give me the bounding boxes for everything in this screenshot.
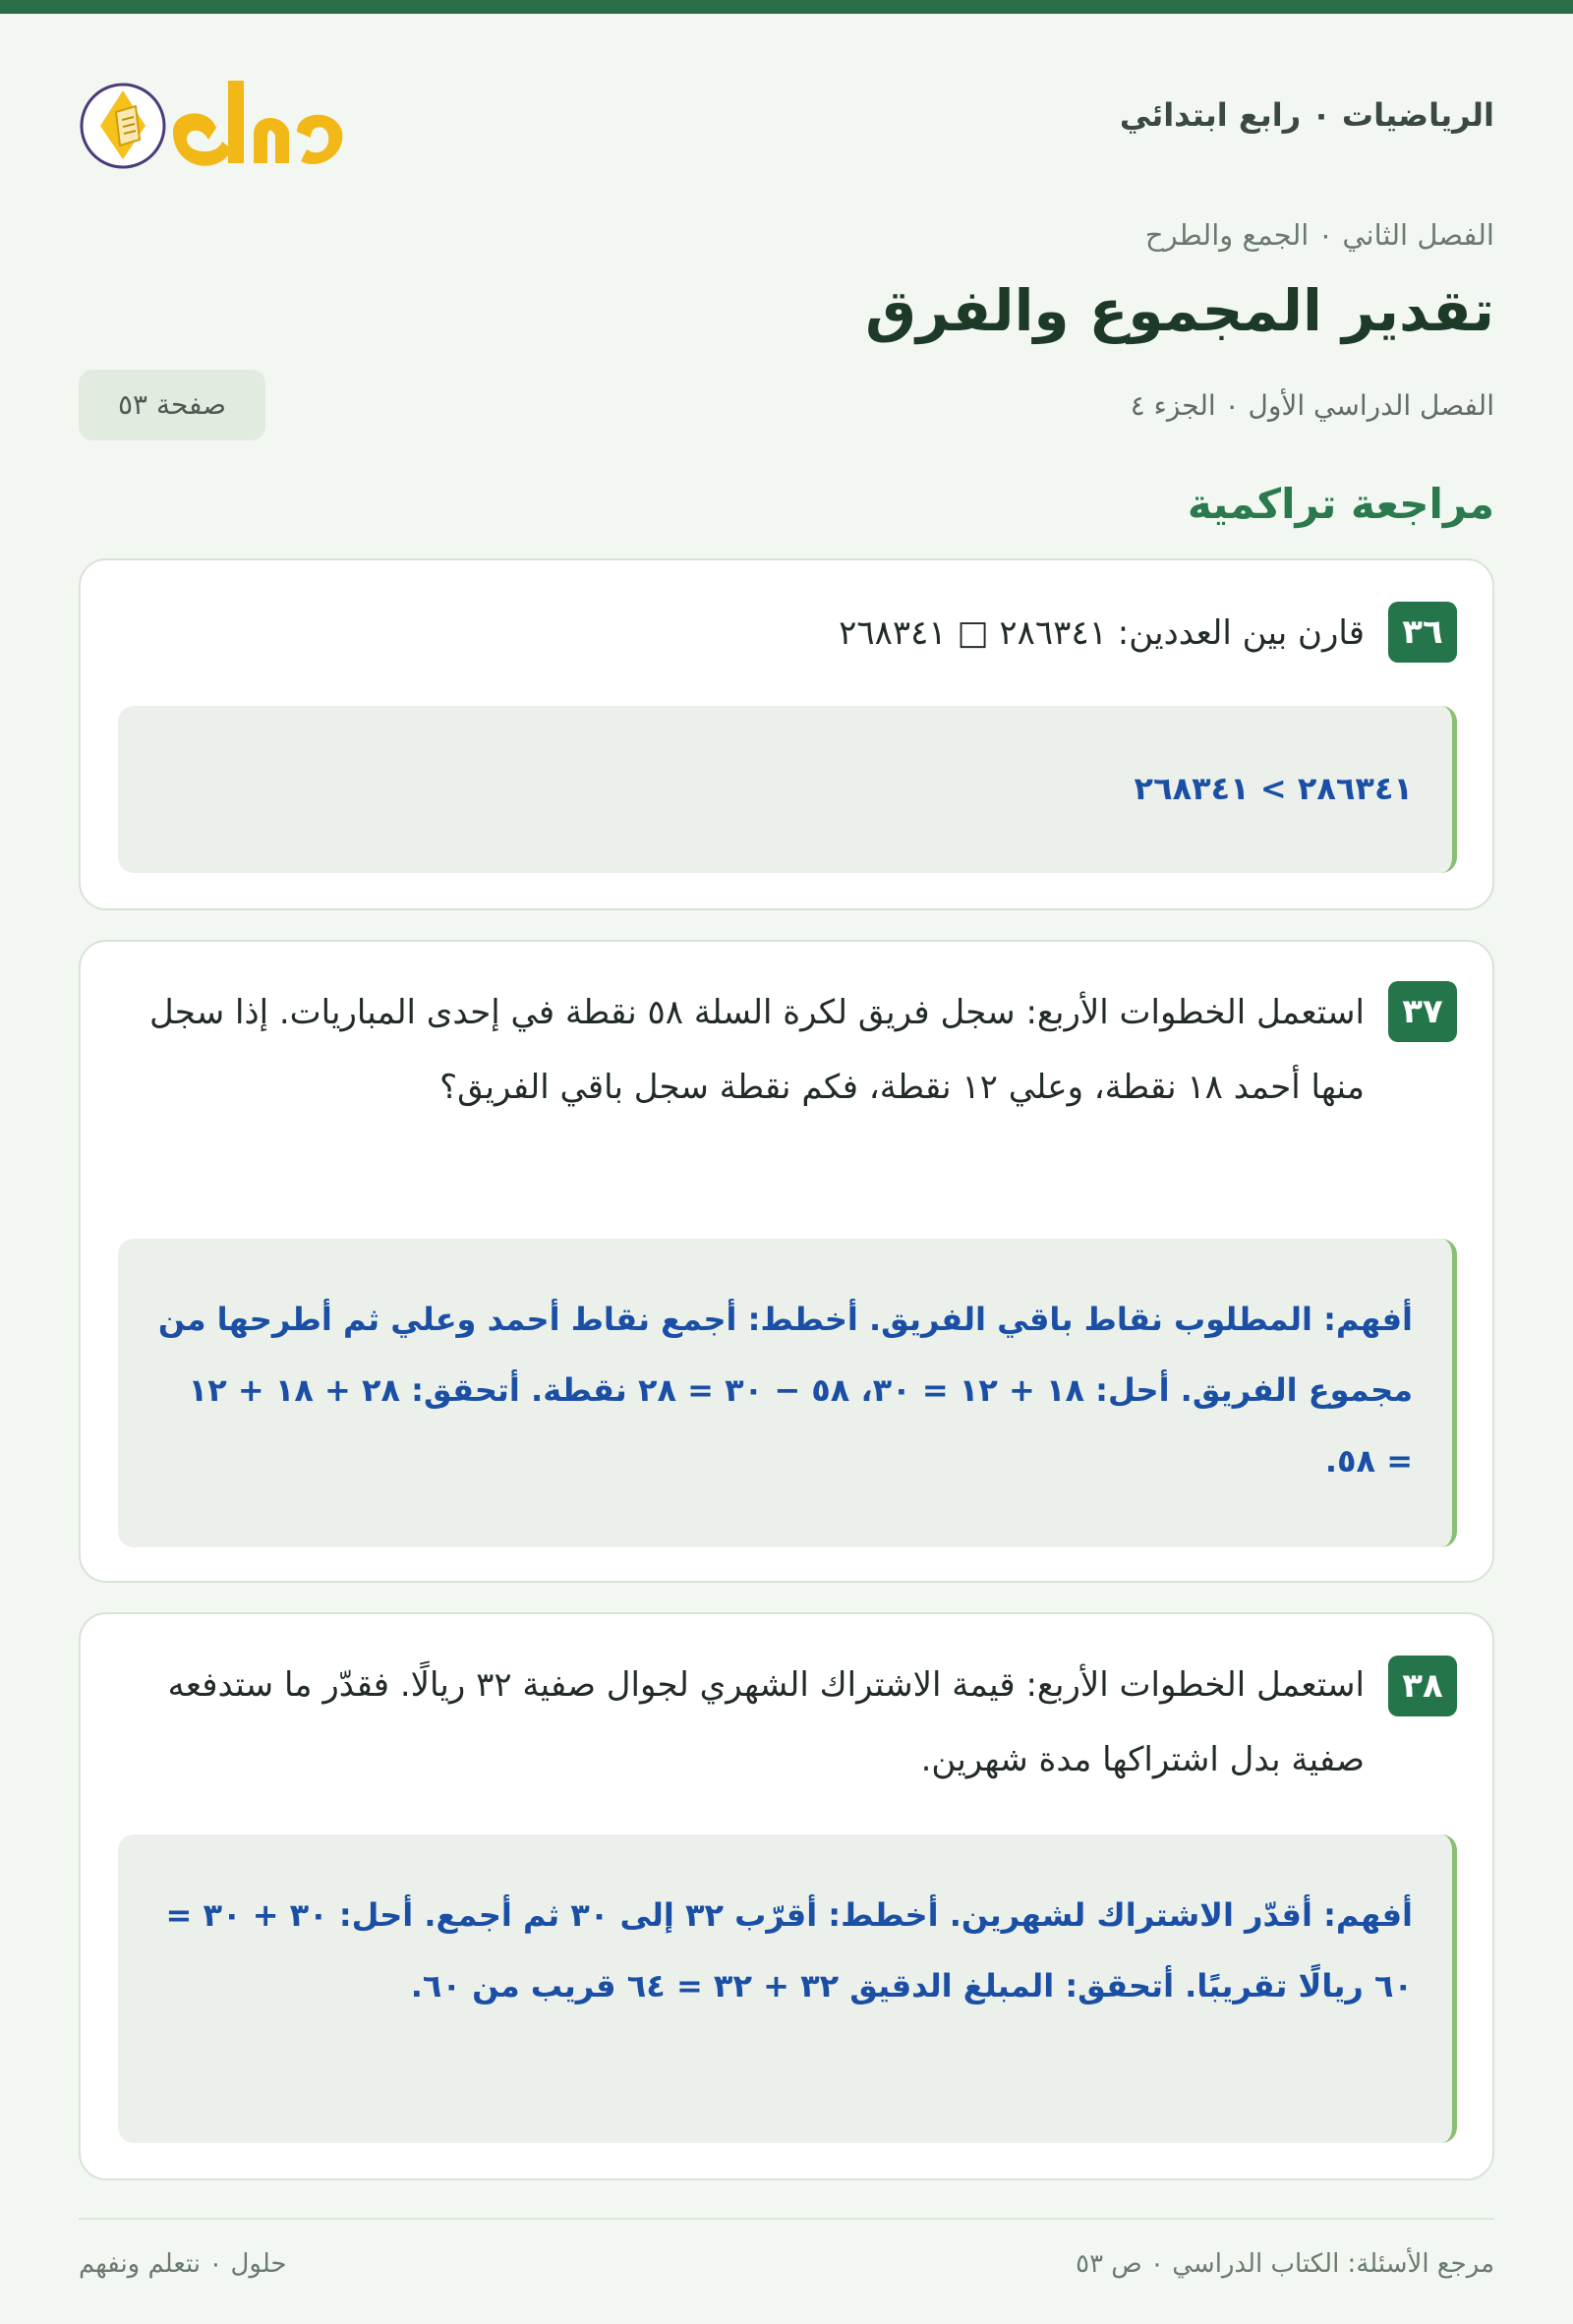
question-card-37	[79, 940, 1494, 1583]
section-heading: مراجعة تراكمية	[1187, 480, 1494, 528]
answer-text: ٢٨٦٣٤١ > ٢٦٨٣٤١	[1134, 770, 1413, 807]
question-card-36	[79, 558, 1494, 910]
question-number: ٣٨	[1388, 1656, 1457, 1716]
answer-box	[118, 1834, 1457, 2143]
question-text: استعمل الخطوات الأربع: قيمة الاشتراك الشهري لجوال صفية ٣٢ ريالًا. فقدّر ما ستدفعه صفية بدل اشتراكها مدة شهرين.	[167, 1665, 1365, 1779]
hulool-logo[interactable]	[79, 63, 364, 181]
answer-box	[118, 706, 1457, 873]
semester-label: الفصل الدراسي الأول ٠ الجزء ٤	[1130, 389, 1494, 422]
breadcrumb: الفصل الثاني ٠ الجمع والطرح	[1144, 218, 1494, 252]
footer-tagline: حلول ٠ نتعلم ونفهم	[79, 2249, 287, 2279]
page-number-badge: صفحة ٥٣	[79, 370, 265, 440]
page-title: تقدير المجموع والفرق	[865, 277, 1494, 344]
question-text: استعمل الخطوات الأربع: سجل فريق لكرة السلة ٥٨ نقطة في إحدى المباريات. إذا سجل منها أحمد ١٨ نقطة، وعلي ١٢ نقطة، فكم نقطة سجل باقي الفريق؟	[149, 993, 1365, 1107]
question-card-38	[79, 1612, 1494, 2180]
header	[79, 63, 1494, 191]
answer-box	[118, 1239, 1457, 1547]
question-number: ٣٦	[1388, 602, 1457, 663]
page	[79, 0, 1494, 2324]
answer-text: أفهم: أقدّر الاشتراك لشهرين. أخطط: أقرّب ٣٢ إلى ٣٠ ثم أجمع. أحل: ٣٠ + ٣٠ = ٦٠ ريالًا تقريبًا. أتحقق: المبلغ الدقيق ٣٢ + ٣٢ = ٦٤ قريب من ٦٠.	[165, 1896, 1413, 2004]
question-text: قارن بين العددين: ٢٨٦٣٤١ □ ٢٦٨٣٤١	[839, 613, 1365, 653]
footer-reference: مرجع الأسئلة: الكتاب الدراسي ٠ ص ٥٣	[1076, 2249, 1494, 2279]
answer-text: أفهم: المطلوب نقاط باقي الفريق. أخطط: أجمع نقاط أحمد وعلي ثم أطرحها من مجموع الفريق. أحل: ١٨ + ١٢ = ٣٠، ٥٨ − ٣٠ = ٢٨ نقطة. أتحقق: ٢٨ + ١٨ + ١٢ = ٥٨.	[157, 1301, 1413, 1480]
footer-divider	[79, 2218, 1494, 2220]
question-number: ٣٧	[1388, 981, 1457, 1042]
subject-label: الرياضيات ٠ رابع ابتدائي	[1119, 96, 1494, 134]
